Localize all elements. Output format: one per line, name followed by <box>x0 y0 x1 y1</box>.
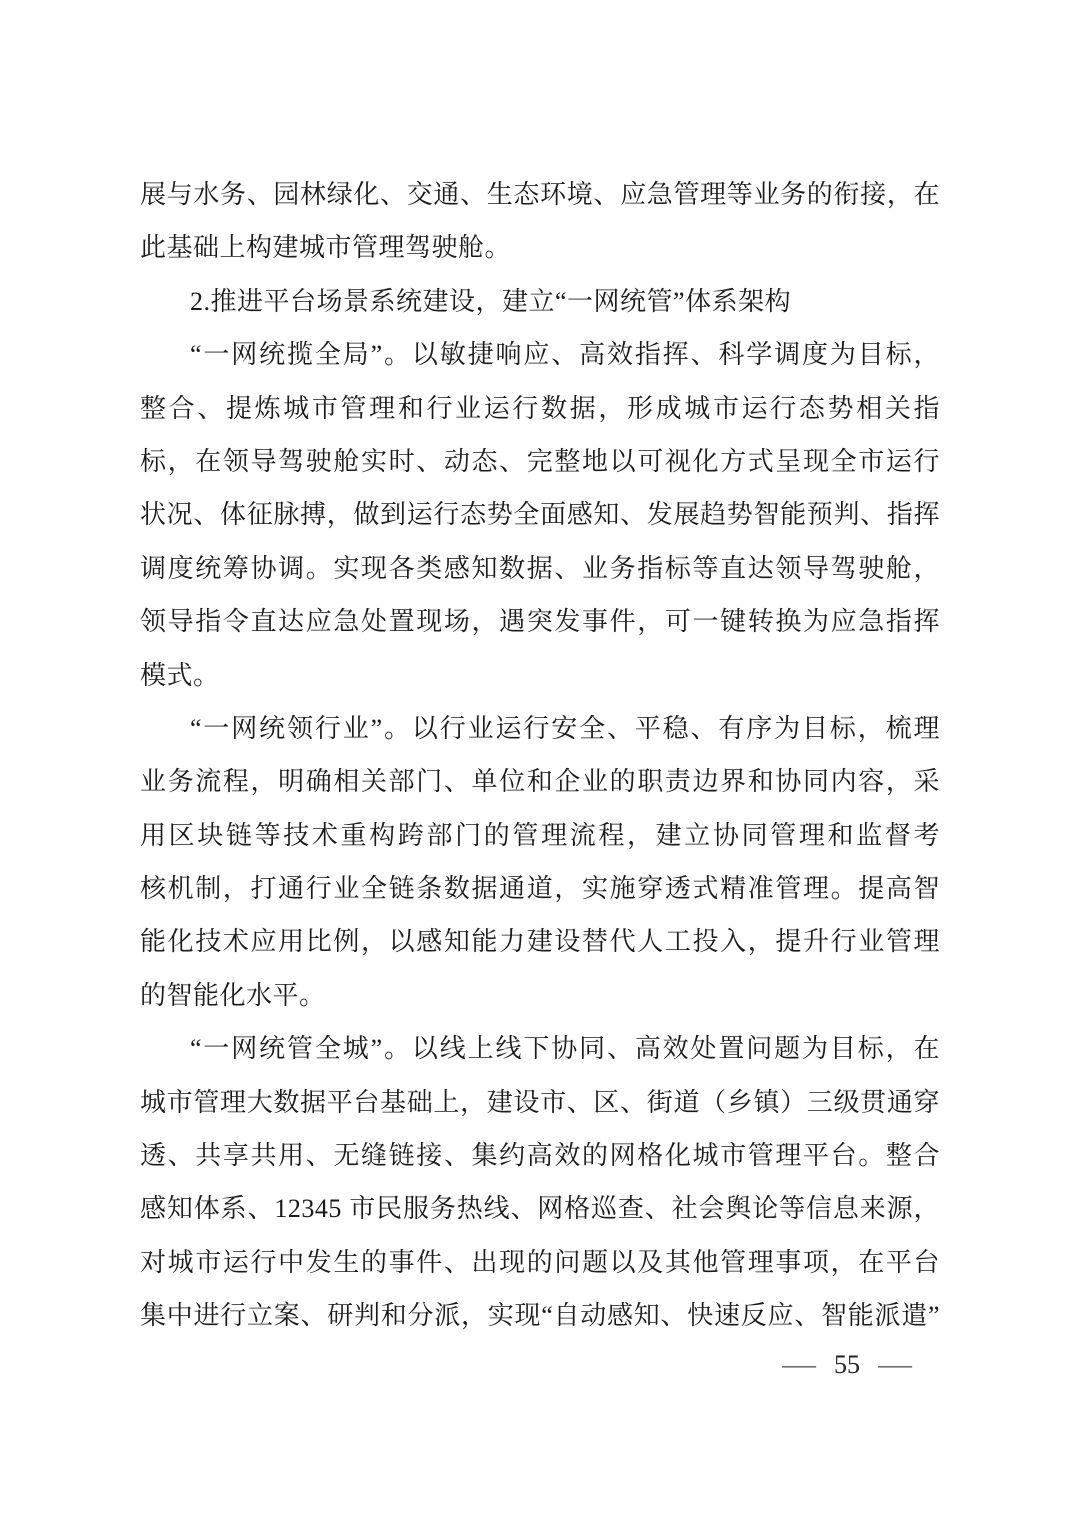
text-line: 透、共享共用、无缝链接、集约高效的网格化城市管理平台。整合 <box>140 1141 940 1171</box>
text-line: 城市管理大数据平台基础上，建设市、区、街道（乡镇）三级贯通穿 <box>140 1087 940 1117</box>
text-line: 的智能化水平。 <box>140 980 326 1010</box>
text-line: 集中进行立案、研判和分派，实现“自动感知、快速反应、智能派遣” <box>140 1301 940 1331</box>
text-line: 状况、体征脉搏，做到运行态势全面感知、发展趋势智能预判、指挥 <box>140 500 940 530</box>
text-line: 核机制，打通行业全链条数据通道，实施穿透式精准管理。提高智 <box>140 874 940 904</box>
text-line: 领导指令直达应急处置现场，遇突发事件，可一键转换为应急指挥 <box>140 607 940 637</box>
text-line: “一网统领行业”。以行业运行安全、平稳、有序为目标，梳理 <box>190 713 940 743</box>
text-line: 能化技术应用比例，以感知能力建设替代人工投入，提升行业管理 <box>140 927 940 957</box>
text-line: 展与水务、园林绿化、交通、生态环境、应急管理等业务的衔接，在 <box>140 180 940 209</box>
page-number-value: 55 <box>834 1350 860 1379</box>
text-line: 整合、提炼城市管理和行业运行数据，形成城市运行态势相关指 <box>140 393 940 423</box>
section-heading: 2.推进平台场景系统建设，建立“一网统管”体系架构 <box>190 286 792 316</box>
text-line: 对城市运行中发生的事件、出现的问题以及其他管理事项，在平台 <box>140 1247 940 1277</box>
text-line: “一网统管全城”。以线上线下协同、高效处置问题为目标，在 <box>190 1034 940 1064</box>
page-number-dash-left: — <box>782 1350 816 1379</box>
text-line: 模式。 <box>140 660 220 690</box>
page-number-dash-right: — <box>878 1350 912 1379</box>
text-line: 感知体系、12345 市民服务热线、网格巡查、社会舆论等信息来源， <box>140 1194 940 1224</box>
text-line: 标，在领导驾驶舱实时、动态、完整地以可视化方式呈现全市运行 <box>140 446 940 476</box>
page-number <box>782 1350 912 1380</box>
text-block <box>140 168 940 1343</box>
text-line: “一网统揽全局”。以敏捷响应、高效指挥、科学调度为目标， <box>190 340 940 370</box>
text-line: 调度统筹协调。实现各类感知数据、业务指标等直达领导驾驶舱， <box>140 553 940 583</box>
text-line: 业务流程，明确相关部门、单位和企业的职责边界和协同内容，采 <box>140 767 940 797</box>
text-line: 此基础上构建城市管理驾驶舱。 <box>140 233 512 263</box>
text-line: 用区块链等技术重构跨部门的管理流程，建立协同管理和监督考 <box>140 820 940 850</box>
